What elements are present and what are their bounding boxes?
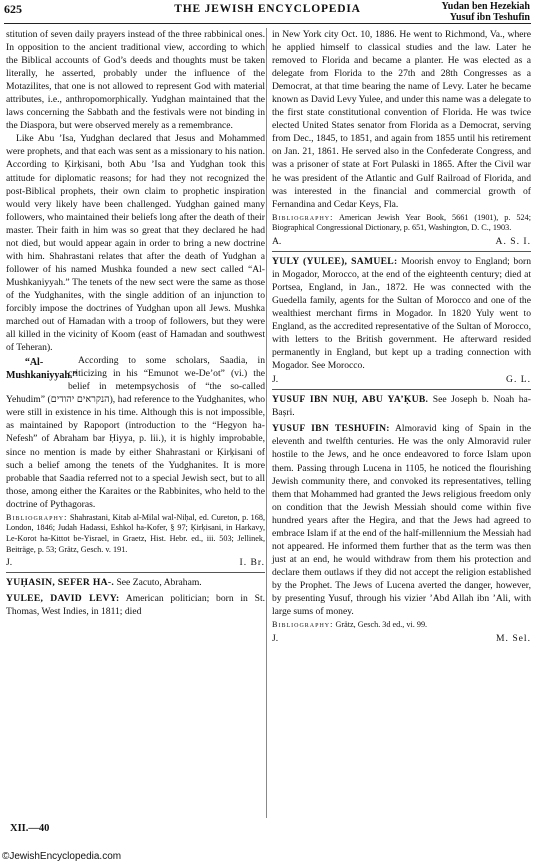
entry-heading: YUSUF IBN NUḤ, ABU YA’ḲUB. [272, 394, 429, 406]
left-column [6, 28, 265, 618]
entry-separator [6, 572, 265, 573]
running-title: THE JEWISH ENCYCLOPEDIA [174, 3, 361, 15]
bibliography [6, 513, 265, 555]
signature-line [272, 373, 531, 386]
entry-heading: YULEE, DAVID LEVY: [6, 593, 120, 605]
page-footer [0, 822, 535, 865]
bibliography-label: Bibliography: [272, 212, 334, 222]
running-head-line-2: Yusuf ibn Teshufin [449, 12, 530, 23]
bibliography-label: Bibliography: [6, 512, 68, 522]
entry-separator [272, 389, 531, 390]
entry-yulee [6, 592, 265, 618]
bibliography-text: Shahrastani, Kitab al-Milal wal-Niḥal, ed. Cureton, p. 168, London, 1846; Judah Hadassi, Eshkol ha-Kofer, § 97; Ḳirḳisani, in Harkavy, Le-Korot ha-Kittot be-Yisrael, in Graetz, Hist. Hebr. ed., iii. 503; Jellinek, Beiträge, p. 53; Grätz, Gesch. v. 191. [6, 512, 266, 554]
signature-left: J. [272, 632, 279, 644]
page-number: 625 [4, 2, 22, 16]
bibliography-label: Bibliography: [272, 620, 334, 630]
signature-left: J. [272, 374, 279, 386]
entry-yuly [272, 255, 531, 372]
signature-line [272, 235, 531, 248]
column-divider [266, 28, 267, 818]
entry-yuhasin [6, 576, 265, 589]
entry-text: Almoravid king of Spain in the eleventh and twelfth centuries. He was the only Almoravid ruler hostile to the Jews, and he once endeavored to force Islam upon them. Passing through Lucena in 1105, he noticed the flourishing Jewish community there, and convoked its representatives, telling them that Mohammed had granted the Jews religious freedom only on condition that the Jewish Messiah should come within five hundred years after the Hegira, and that the Jews had agreed to embrace Islam if at the end of the half-millennium the Messiah had not appeared. He informed them further that as the term was then just at an end, he would withdraw from them his protection and declare them outlaws if they did not accept the religion established by the Prophet. The Jews of Lucena averted the danger, however, by presenting Yusuf, through his vizier ’Abd Allah ibn ’Ali, with large sums of money. [272, 423, 531, 618]
entry-yusuf-ibn-teshufin [272, 422, 531, 618]
paragraph: Like Abu ’Isa, Yudghan declared that Jesus and Mohammed were prophets, and that each was sent as a missionary to his nation. According to Ḳirḳisani, both Abu ’Isa and Yudghan took this attitude for diplomatic reasons; for had they not recognized the post-Biblical prophets, their own claim to prophetic inspiration would very likely have been challenged. Yudghan gained many followers, who maintained their beliefs long after the death of their master. Their faith in him was so great that they declared he had not died, but would appear again in order to bring a new doctrine with him. Shahrastani relates that after the death of Yudghan a follower of his named Mushka founded a new sect called “Al-Mushkaniyyah.” The tenets of the new sect were the same as those of the Yudghanites, with the single addition of an injunction to forcibly impose the doctrines of Yudghan upon all Jews. Mushka marched out of Hamadan with a troop of followers, but they were all killed in the vicinity of Koom (east of Hamadan and southwest of Teheran). [6, 133, 265, 354]
entry-heading: YULY (YULEE), SAMUEL: [272, 255, 398, 267]
side-note: “Al-Mushkaniyyah.” [6, 357, 78, 382]
entry-text: See Zacuto, Abraham. [116, 577, 202, 589]
entry-text: Moorish envoy to England; born in Mogador, Morocco, at the end of the eighteenth century; died at Portsea, England, in Jan., 1872. He was connected with the Guedella family, agents for the Sultan of Morocco and one of the wealthiest merchant firms in Mogador. In 1820 Yuly went to England, as the accredited representative of the Sultan of Morocco, with letters to the British government. He afterward resided permanently in England, but kept up a trading connection with Mogador. See Morocco. [272, 255, 531, 372]
entry-separator [272, 251, 531, 252]
bibliography-text: Grätz, Gesch. 3d ed., vi. 99. [335, 620, 428, 630]
bibliography-text: American Jewish Year Book, 5661 (1901), p. 524; Biographical Congressional Dictionary, p. 651, Washington, D. C., 1903. [272, 212, 531, 233]
entry-text: American politician; born in St. Thomas, West Indies, in 1811; died [6, 593, 266, 618]
paragraph: in New York city Oct. 10, 1886. He went to Richmond, Va., where he applied himself to classical studies and the law. Later he removed to Florida and became a planter. He was elected as a delegate from Florida to the 27th and 28th Congresses as a Democrat, at that time bearing the name of Levy. Later he became known as David Levy Yulee, and under this name was a delegate to the first state constitutional convention of Florida. He was twice elected United States senator from Florida as a Democrat, serving from Dec., 1845, to 1851, and again from 1855 until his retirement on Jan. 21, 1861. He served also in the Confederate Congress, and was a prisoner of state at Fort Pulaski in 1865. After the Civil war he was president of the Atlantic and Gulf Railroad of Florida, and was interested in the financial and commercial growth of Fernandina and Cedar Keys, Fla. [272, 29, 531, 210]
right-column [272, 28, 531, 647]
signature-right: G. L. [506, 374, 531, 386]
entry-heading: YUSUF IBN TESHUFIN: [272, 423, 390, 435]
page-header [0, 0, 535, 24]
signature-right: M. Sel. [496, 632, 531, 644]
paragraph: stitution of seven daily prayers instead of the three rabbinical ones. In opposition to the ancient traditional view, according to which the Biblical accounts of God’s deeds and thoughts must be taken literally, he asserted, probably under the influence of the Motazilites, that one is not allowed to represent God with material attributes, i.e., anthropomorphically. Yudghan maintained that the laws concerning the Sabbath and the festivals were not binding in the Diaspora, but were observed merely as a remembrance. [6, 29, 265, 132]
signature-line [6, 556, 265, 569]
entry-heading: YUḤASIN, SEFER HA-. [6, 577, 115, 589]
signature-right: I. Br. [239, 557, 265, 569]
bibliography [272, 213, 531, 234]
site-credit-link[interactable]: ©JewishEncyclopedia.com [2, 851, 122, 862]
running-head [441, 1, 530, 23]
running-head-line-1: Yudan ben Hezekiah [441, 1, 530, 12]
entry-text: See Joseph b. Noah ha-Baṣri. [272, 394, 531, 419]
paragraph: According to some scholars, Saadia, in criticizing in his “Emunot we-De’ot” (vi.) the belief in metempsychosis of “the so-called Yehudim” (הנקראים יהודים), had reference to the Yudghanites, who were still in existence in his time. Although this is not impossible, as maintained by Rapoport (introduction to the “Hegyon ha-Nefesh” of Abraham bar Ḥiyya, p. lii.), it is highly improbable, since no mention is made by either Shahrastani or Ḳirḳisani of such a belief among the tenets of the Yudghanites. It is more probable that Saadia referred not to a special Jewish sect, but to all those, among either the Karaites or the Rabbinites, who held to the doctrine of Pythagoras. [6, 355, 265, 510]
signature-line [272, 632, 531, 645]
signature-right: A. S. I. [495, 235, 531, 247]
signature-mark: XII.—40 [10, 823, 50, 834]
bibliography [272, 620, 531, 631]
header-rule [4, 23, 531, 24]
signature-left: A. [272, 235, 282, 247]
signature-left: J. [6, 557, 13, 569]
entry-yusuf-ibn-nuh [272, 393, 531, 419]
